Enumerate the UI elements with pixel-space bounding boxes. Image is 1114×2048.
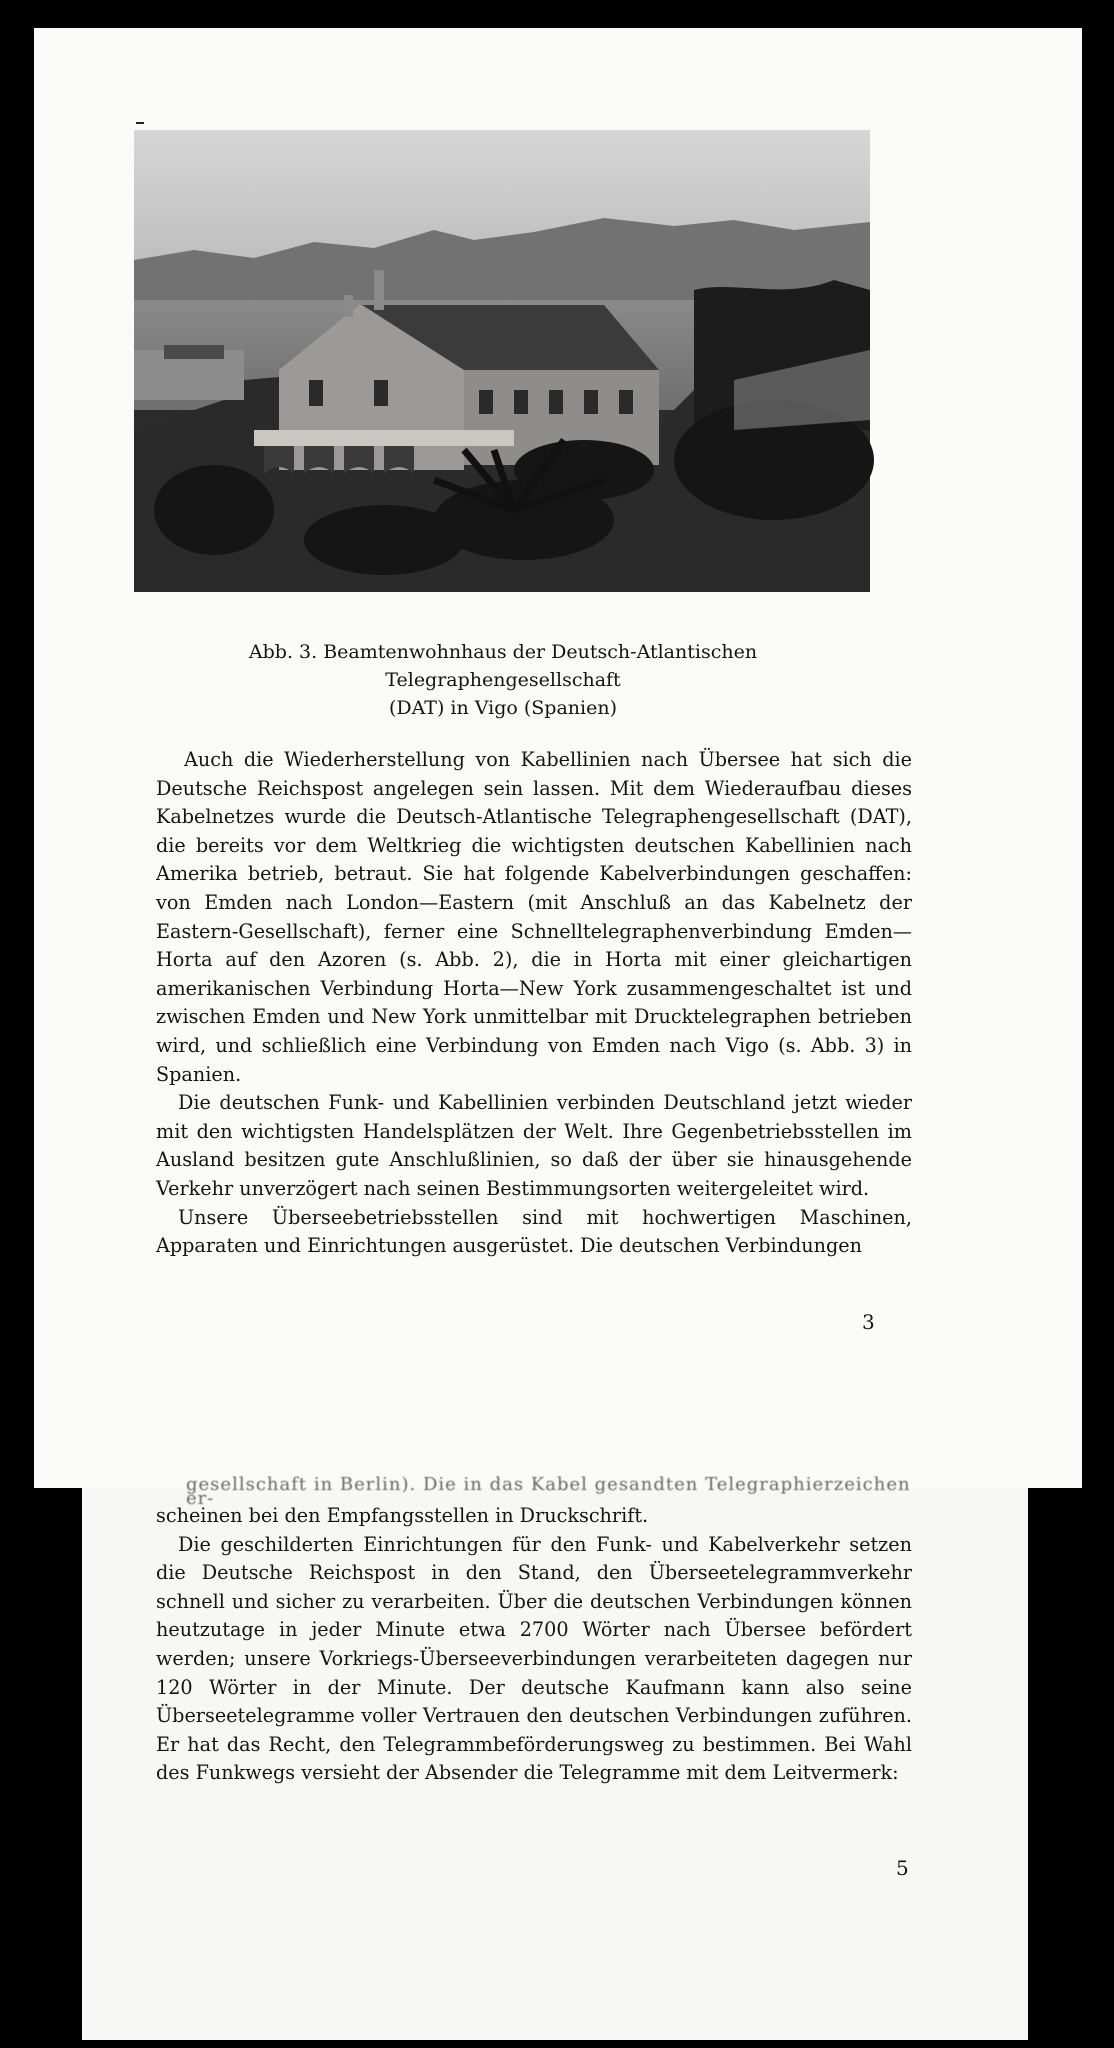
figure-caption-line-1: Abb. 3. Beamtenwohnhaus der Deutsch-Atlantischen Telegraphengesellschaft bbox=[248, 641, 758, 691]
page-3-paragraph-3: Unsere Überseebetriebsstellen sind mit hochwertigen Maschinen, Apparaten und Einrichtungen ausgerüstet. Die deutschen Verbindungen bbox=[156, 1205, 912, 1258]
villa-photograph bbox=[134, 130, 870, 592]
figure-caption bbox=[144, 638, 862, 722]
page-5-body bbox=[156, 1502, 912, 1788]
page-3-paragraph-1: Auch die Wiederherstellung von Kabellinien nach Übersee hat sich die Deutsche Reichspost angelegen sein lassen. Mit dem Wiederaufbau dieses Kabelnetzes wurde die Deutsch-Atlantische Telegraphengesellschaft (DAT), die bereits vor dem Weltkrieg die wichtigsten deutschen Kabellinien nach Amerika betrieb, betraut. Sie hat folgende Kabelverbindungen geschaffen: von Emden nach London—Eastern (mit Anschluß an das Kabelnetz der Eastern-Gesellschaft), ferner eine Schnelltelegraphenverbindung Emden—Horta auf den Azoren (s. Abb. 2), die in Horta mit einer gleichartigen amerikanischen Verbindung Horta—New York zusammengeschaltet ist und zwischen Emden und New York unmittelbar mit Drucktelegraphen betrieben wird, und schließlich eine Verbindung von Emden nach Vigo (s. Abb. 3) in Spanien. bbox=[156, 748, 912, 1086]
page-number-3: 3 bbox=[862, 1310, 875, 1334]
figure-caption-line-2: (DAT) in Vigo (Spanien) bbox=[388, 697, 618, 719]
page-5-paragraph-2: Die geschilderten Einrichtungen für den Funk- und Kabelverkehr setzen die Deutsche Reichspost in den Stand, den Überseetelegrammverkehr schnell und sicher zu verarbeiten. Über die deutschen Verbindungen können heutzutage in jeder Minute etwa 2700 Wörter nach Übersee befördert werden; unsere Vorkriegs-Überseeverbindungen verarbeiteten dagegen nur 120 Wörter in der Minute. Der deutsche Kaufmann kann also seine Überseetelegramme voller Vertrauen den deutschen Verbindungen zuführen. Er hat das Recht, den Telegrammbeförderungsweg zu bestimmen. Bei Wahl des Funkwegs versieht der Absender die Telegramme mit dem Leitvermerk: bbox=[156, 1532, 912, 1785]
page-number-5: 5 bbox=[896, 1856, 909, 1880]
margin-tick-1 bbox=[136, 122, 144, 124]
page-5-paragraph-1: scheinen bei den Empfangsstellen in Druckschrift. bbox=[156, 1504, 649, 1527]
page-3-body bbox=[156, 746, 912, 1261]
cut-off-text-line: gesellschaft in Berlin). Die in das Kabel gesandten Telegraphierzeichen er- bbox=[186, 1474, 911, 1509]
page-3-paragraph-2: Die deutschen Funk- und Kabellinien verbinden Deutschland jetzt wieder mit den wichtigsten Handelsplätzen der Welt. Ihre Gegenbetriebsstellen im Ausland besitzen gute Anschlußlinien, so daß der über sie hinausgehende Verkehr unverzögert nach seinen Bestimmungsorten weitergeleitet wird. bbox=[156, 1091, 912, 1200]
